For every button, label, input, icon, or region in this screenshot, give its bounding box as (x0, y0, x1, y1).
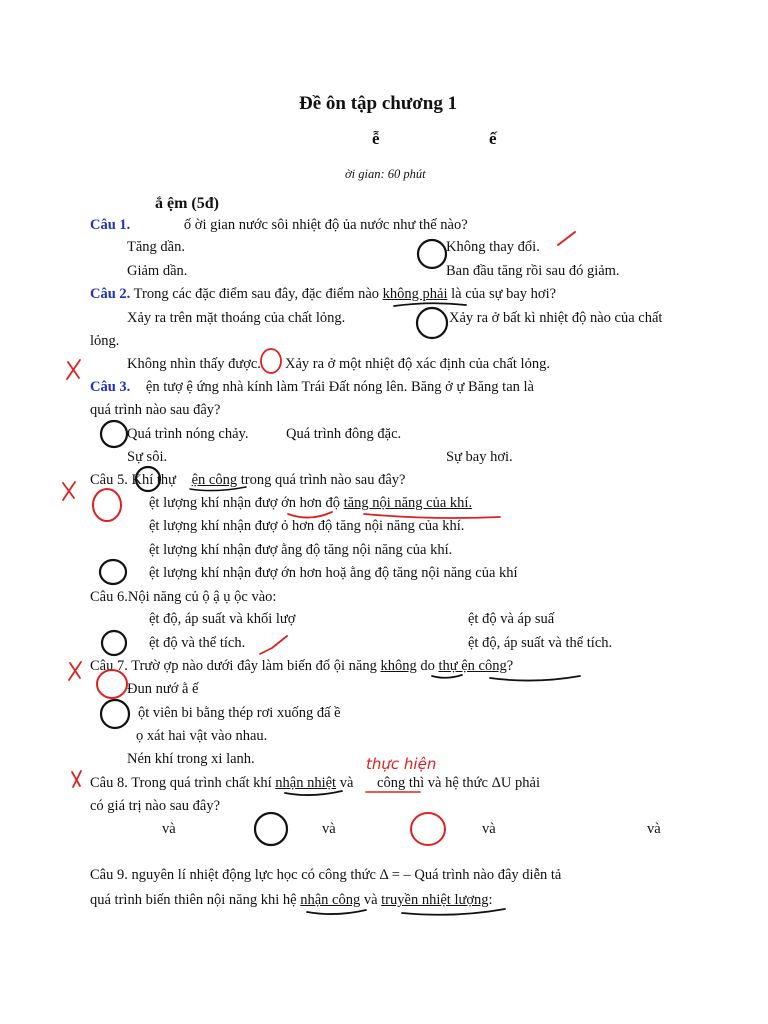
section-heading: ắ ệm (5đ) (155, 195, 219, 212)
question-stem-end: thì và hệ thức ΔU phải (405, 775, 540, 791)
answer-circle-mark (102, 631, 126, 655)
question-9: Câu 9. nguyên lí nhiệt động lực học có công thức Δ = – Quá trình nào đây diễn tả (90, 867, 562, 883)
q6-option-c: ệt độ và thể tích. (149, 635, 246, 651)
q6-option-d: ệt độ, áp suất và thể tích. (468, 635, 613, 651)
question-number: Câu 1. (90, 217, 131, 233)
subtitle-left: ễ (372, 129, 380, 148)
underline-mark (402, 909, 505, 915)
question-stem: và (360, 892, 382, 908)
underline-mark (394, 303, 466, 306)
question-emphasis: không phải (382, 286, 448, 302)
underline-mark (432, 675, 462, 678)
question-emphasis: ện công (191, 472, 238, 488)
q8-option-b: và (322, 821, 336, 837)
cross-mark (67, 360, 80, 379)
q3-option-b: Quá trình đông đặc. (286, 426, 402, 442)
q5-option-b: ệt lượng khí nhận đượ ỏ hơn độ tăng nội năng của khí. (149, 518, 465, 534)
question-emphasis: nhận nhiệt (275, 775, 337, 791)
question-emphasis: nhận công (300, 892, 361, 908)
question-stem: do (416, 658, 439, 674)
subtitle-right: ế (489, 129, 497, 148)
question-stem: và (336, 775, 358, 791)
option-text: ớn hơn độ (281, 495, 344, 511)
cross-mark (69, 662, 81, 680)
q5-option-a (149, 494, 472, 512)
question-8 (90, 774, 540, 792)
q8-option-d: và (647, 821, 661, 837)
question-3 (90, 378, 534, 396)
correction-circle-mark (411, 813, 445, 845)
underline-mark (490, 676, 580, 681)
q7-option-c: ọ xát hai vật vào nhau. (136, 728, 268, 744)
check-mark (260, 636, 287, 654)
question-emphasis: công (377, 775, 406, 791)
q8-option-a: và (162, 821, 176, 837)
question-number: Câu 5. (90, 472, 128, 488)
q5-option-c: ệt lượng khí nhận đượ ằng độ tăng nội năng của khí. (149, 542, 453, 558)
cross-mark (63, 482, 75, 500)
question-9-cont (90, 891, 493, 909)
q2-option-b: Xảy ra ở bất kì nhiệt độ nào của chất (449, 310, 663, 326)
question-stem: ện tượ ệ ứng nhà kính làm Trái Đất nóng lên. Băng ở ự Băng tan là (145, 379, 534, 395)
q1-option-b: Không thay đổi. (446, 239, 540, 255)
q7-option-b: ột viên bi bằng thép rơi xuống đấ ề (138, 705, 341, 721)
q2-option-d: Xảy ra ở một nhiệt độ xác định của chất lỏng. (285, 356, 550, 372)
question-2 (90, 285, 556, 303)
answer-circle-mark (101, 700, 129, 728)
page-title: Đề ôn tập chương 1 (299, 93, 458, 114)
question-stem: quá trình biến thiên nội năng khi hệ (90, 892, 301, 908)
question-stem: Câu 7. Trườ ợp nào dưới đây làm biến đổ ội năng (90, 658, 381, 674)
question-stem: Khí thự (131, 472, 176, 488)
option-emphasis: tăng nội năng của khí. (343, 495, 473, 511)
question-stem-end: ? (506, 658, 514, 674)
q2-option-a: Xảy ra trên mặt thoáng của chất lỏng. (127, 310, 346, 326)
question-stem-end: là của sự bay hơi? (447, 286, 557, 302)
q7-option-a: Đun nướ ằ ế (127, 681, 199, 697)
check-mark (558, 232, 575, 245)
answer-circle-mark (101, 421, 127, 447)
q1-option-d: Ban đầu tăng rồi sau đó giảm. (446, 263, 620, 279)
question-stem-end: : (488, 892, 493, 908)
time-limit: ời gian: 60 phút (345, 167, 426, 181)
cross-mark (72, 771, 81, 787)
question-emphasis: không (380, 658, 417, 674)
q7-option-d: Nén khí trong xi lanh. (127, 751, 255, 767)
question-stem: Trong các đặc điểm sau đây, đặc điểm nào (133, 286, 383, 302)
q1-option-a: Tăng dần. (127, 239, 185, 255)
correction-circle-mark (261, 349, 281, 373)
question-3-cont: quá trình nào sau đây? (90, 402, 221, 418)
question-stem: ố ời gian nước sôi nhiệt độ ủa nước như thế nào? (183, 217, 468, 233)
q1-option-c: Giảm dần. (127, 263, 188, 279)
q8-option-c: và (482, 821, 496, 837)
q3-option-c: Sự sôi. (127, 449, 168, 465)
answer-circle-mark (255, 813, 287, 845)
question-stem-end: trong quá trình nào sau đây? (237, 472, 406, 488)
q2-option-b-cont: lỏng. (90, 333, 120, 349)
question-5 (90, 471, 405, 489)
correction-circle-mark (93, 489, 121, 521)
answer-circle-mark (100, 560, 126, 584)
handwritten-note: thực hiện (366, 755, 437, 773)
underline-mark (307, 910, 366, 914)
q3-option-a: Quá trình nóng chảy. (127, 426, 249, 442)
answer-circle-mark (417, 308, 447, 338)
question-number: Câu 3. (90, 379, 131, 395)
answer-circle-mark (418, 240, 446, 268)
question-emphasis: thự ện công (438, 658, 507, 674)
q6-option-b: ệt độ và áp suấ (468, 611, 555, 627)
q2-option-c: Không nhìn thấy được. (127, 356, 261, 372)
question-stem: Câu 8. Trong quá trình chất khí (90, 775, 276, 791)
question-7 (90, 657, 513, 675)
question-emphasis: truyền nhiệt lượng (381, 892, 489, 908)
q6-option-a: ệt độ, áp suất và khối lượ (149, 611, 296, 627)
option-text: ệt lượng khí nhận đượ (149, 495, 282, 511)
question-number: Câu 2. (90, 286, 131, 302)
question-8-cont: có giá trị nào sau đây? (90, 798, 221, 814)
q3-option-d: Sự bay hơi. (446, 449, 513, 465)
question-1 (90, 216, 468, 234)
question-6: Câu 6.Nội năng củ ộ ậ ụ ộc vào: (90, 589, 277, 605)
q5-option-d: ệt lượng khí nhận đượ ớn hơn hoặ ằng độ tăng nội năng của khí (149, 565, 518, 581)
